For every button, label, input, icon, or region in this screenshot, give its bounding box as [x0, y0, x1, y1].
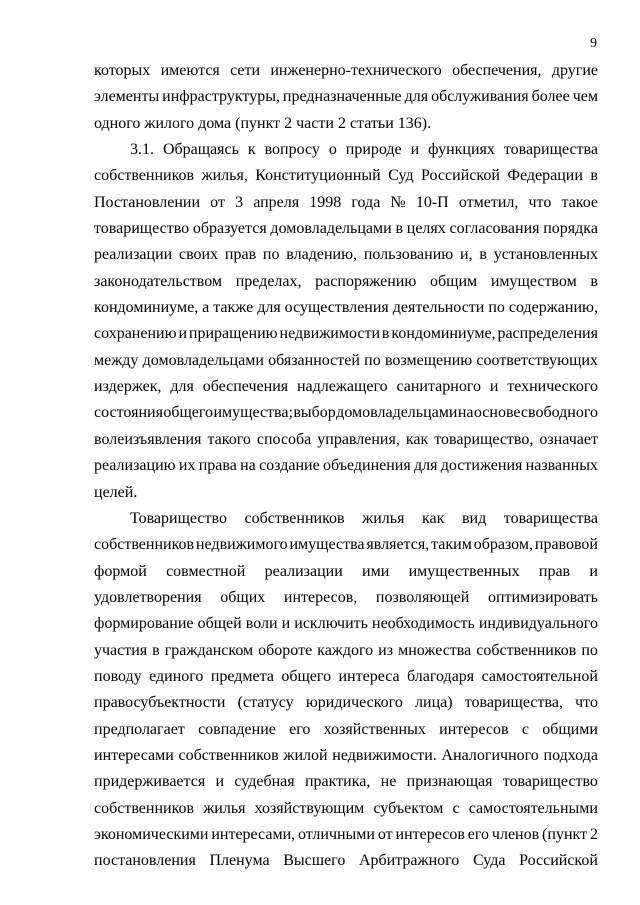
word: подхода [543, 746, 598, 764]
word: правовой [534, 536, 598, 554]
word: для [404, 88, 429, 106]
word: такого [207, 430, 251, 448]
word: о [328, 141, 337, 159]
text-line [94, 536, 598, 562]
word: правосубъектности [94, 694, 226, 712]
word: (статусу [237, 694, 294, 712]
word: Высшего [283, 852, 346, 870]
word: жилья [362, 509, 405, 527]
word: означает [539, 430, 598, 448]
text-line [94, 457, 598, 483]
word: недвижимости. [332, 746, 437, 764]
word: по [262, 246, 280, 264]
word: и [589, 562, 598, 580]
text-line: целей. [94, 483, 138, 501]
word: имеются [160, 62, 220, 79]
text-line [94, 563, 598, 589]
word: Российской [519, 852, 598, 870]
word: самостоятельной [481, 667, 598, 685]
word: и [215, 773, 225, 791]
word: необходимость [372, 615, 475, 633]
word: домовладельцами [270, 220, 392, 238]
word: чем [572, 88, 598, 106]
text-line [94, 378, 598, 404]
word: как [405, 430, 429, 448]
word: воли [245, 615, 278, 633]
word: товарищества, [464, 694, 563, 712]
text-line [94, 800, 598, 826]
word: общих [220, 588, 266, 606]
word: самостоятельными [468, 799, 598, 817]
word: обороте [258, 641, 313, 659]
text-line [94, 220, 598, 246]
word: владению, [286, 246, 358, 264]
word: в [590, 272, 598, 290]
word: общими [542, 720, 598, 738]
word: технического [507, 378, 598, 396]
word: вопросу [264, 141, 320, 159]
word: интересов [395, 825, 465, 843]
word: позволяющей [375, 588, 470, 606]
word: элементы [94, 88, 160, 106]
text-line: одного жилого дома (пункт 2 части 2 статьи 136). [94, 114, 432, 132]
word: сети [230, 62, 261, 79]
word: как [422, 509, 445, 527]
word: интересами, [211, 825, 296, 843]
word: способа [256, 430, 312, 448]
word: общего [163, 404, 214, 422]
word: 1998 [309, 193, 342, 211]
text-line [94, 510, 598, 536]
word: предназначенные [282, 88, 402, 106]
word: по [488, 299, 505, 317]
word: 10-П [415, 193, 449, 211]
word: Российской [421, 167, 500, 185]
word: жилья, [201, 167, 248, 185]
word: образом, [473, 536, 533, 554]
word: постановления [94, 852, 196, 870]
text-line [94, 88, 598, 114]
word: обслуживания [431, 88, 529, 106]
word: кондоминиуме, [391, 325, 496, 343]
word: года [351, 193, 381, 211]
word: выбор [293, 404, 336, 422]
word: обязанностей [268, 351, 360, 369]
word: товарищество, [434, 430, 534, 448]
word: и [281, 615, 291, 633]
word: товарищество [502, 773, 598, 791]
text-line [94, 194, 598, 220]
word: порядка [543, 220, 598, 238]
word: Суда [472, 852, 506, 870]
word: а [202, 299, 210, 317]
text-line [94, 694, 598, 720]
word: волеизъявления [94, 430, 202, 448]
text-line [94, 826, 598, 852]
word: отличными [298, 825, 375, 843]
word: практика, [304, 773, 371, 791]
word: предмета [210, 667, 274, 685]
word: вид [461, 509, 487, 527]
text-line [94, 852, 598, 878]
word: имущества; [213, 404, 293, 422]
word: его [289, 720, 311, 738]
word: для [257, 299, 281, 317]
text-line [94, 141, 598, 167]
word: состояния [94, 404, 163, 422]
word: прав [224, 246, 257, 264]
word: собственников [94, 799, 195, 817]
word: и [410, 141, 420, 159]
word: целях [406, 220, 446, 238]
word: из [378, 641, 394, 659]
word: удовлетворения [94, 588, 202, 606]
word: индивидуального [478, 615, 598, 633]
word: к [247, 141, 256, 159]
word: жилой [283, 746, 328, 764]
word: исключить [294, 615, 368, 633]
word: реализации [94, 246, 173, 264]
word: между [94, 351, 139, 369]
word: объединения [322, 457, 411, 475]
word: оптимизировать [487, 588, 598, 606]
word: издержек, [94, 378, 162, 396]
word: законодательством [94, 272, 223, 290]
text-line [94, 431, 598, 457]
word: имущества [289, 536, 365, 554]
word: и [178, 325, 187, 343]
word: интереса [338, 667, 400, 685]
word: общего [281, 667, 332, 685]
word: (пункт [542, 825, 588, 843]
word: надлежащего [296, 378, 388, 396]
word: субъектом [373, 799, 444, 817]
word: обеспечения, [452, 62, 542, 79]
word: единого [149, 667, 204, 685]
word: такое [561, 193, 598, 211]
word: товарищества [503, 509, 598, 527]
word: что [575, 694, 598, 712]
word: названных [525, 457, 598, 475]
word: на [240, 457, 256, 475]
word: интересами [94, 746, 174, 764]
word: ими [362, 562, 390, 580]
word: поводу [94, 667, 142, 685]
word: собственников [94, 167, 195, 185]
word: на [457, 404, 474, 422]
text-line [94, 352, 598, 378]
text-line [94, 404, 598, 430]
word: также [213, 299, 254, 317]
word: соответствующих [476, 351, 598, 369]
word: Обращаясь [162, 141, 239, 159]
word: инфраструктуры, [162, 88, 280, 106]
word: реализации [264, 562, 343, 580]
word: собственников [178, 746, 279, 764]
word: для [414, 457, 438, 475]
word: апреля [253, 193, 300, 211]
word: общим [430, 272, 478, 290]
word: от [377, 825, 393, 843]
word: Постановлении [94, 193, 201, 211]
word: интересов, [283, 588, 358, 606]
word: в [381, 325, 390, 343]
text-line [94, 747, 598, 773]
word: Товарищество [130, 509, 227, 527]
word: собственников [476, 641, 577, 659]
word: распоряжению [315, 272, 417, 290]
word: экономическими [94, 825, 209, 843]
word: с [521, 720, 529, 738]
word: права [198, 457, 237, 475]
word: имущественных [408, 562, 520, 580]
word: пользованию [363, 246, 454, 264]
word: домовладельцами [142, 351, 264, 369]
word: формирование [94, 615, 194, 633]
word: Федерации [507, 167, 583, 185]
text-line [94, 721, 598, 747]
word: товарищество [94, 220, 190, 238]
word: что [528, 193, 552, 211]
word: совпадение [198, 720, 276, 738]
word: управления, [317, 430, 400, 448]
word: и [489, 378, 499, 396]
word: возмещению [384, 351, 473, 369]
word: другие [551, 62, 598, 79]
word: № [390, 193, 406, 211]
word: от [210, 193, 225, 211]
word: членов [491, 825, 540, 843]
word: по [364, 351, 381, 369]
text-line [94, 642, 598, 668]
word: обеспечения [202, 378, 289, 396]
word: имуществом [490, 272, 577, 290]
word: хозяйствующим [254, 799, 365, 817]
word: отметил, [458, 193, 519, 211]
word: основе [473, 404, 521, 422]
word: судебная [234, 773, 295, 791]
word: 2 [589, 825, 598, 843]
word: Пленума [209, 852, 270, 870]
word: таким [431, 536, 472, 554]
word: которых [94, 62, 151, 79]
word: Конституционный [255, 167, 381, 185]
word: природе [345, 141, 402, 159]
word: в [479, 246, 487, 264]
word: реализацию [94, 457, 176, 475]
document-body [94, 62, 598, 879]
word: совместной [166, 562, 246, 580]
word: сохранению [94, 325, 177, 343]
word: Суд [388, 167, 414, 185]
word: пределах, [235, 272, 302, 290]
word: формой [94, 562, 147, 580]
text-line [94, 299, 598, 325]
text-line [94, 62, 598, 88]
word: в [152, 641, 160, 659]
word: 3.1. [130, 141, 154, 159]
word: лица) [415, 694, 453, 712]
word: придерживается [94, 773, 206, 791]
word: свободного [520, 404, 598, 422]
word: согласования [449, 220, 540, 238]
word: благодаря [407, 667, 475, 685]
word: деятельности [392, 299, 485, 317]
word: недвижимого [195, 536, 288, 554]
text-line [94, 615, 598, 641]
word: осуществления [284, 299, 389, 317]
word: своих [179, 246, 219, 264]
text-line [94, 246, 598, 272]
word: собственников [244, 509, 345, 527]
word: жилья [203, 799, 246, 817]
text-line [94, 273, 598, 299]
word: товарищества [503, 141, 598, 159]
word: санитарного [396, 378, 481, 396]
word: интересов [439, 720, 509, 738]
word: Аналогичного [441, 746, 539, 764]
text-line [94, 589, 598, 615]
word: установленных [493, 246, 598, 264]
word: Арбитражного [358, 852, 460, 870]
word: содержанию, [508, 299, 598, 317]
word: является, [366, 536, 430, 554]
word: инженерно-технического [270, 62, 442, 79]
word: образуется [192, 220, 267, 238]
text-line [94, 773, 598, 799]
word: не [380, 773, 397, 791]
text-line [94, 325, 598, 351]
word: и, [460, 246, 473, 264]
text-line [94, 668, 598, 694]
word: множества [398, 641, 472, 659]
word: 3 [235, 193, 244, 211]
word: функциях [428, 141, 495, 159]
word: гражданском [164, 641, 254, 659]
word: в [395, 220, 403, 238]
word: распределения [497, 325, 598, 343]
word: достижения [440, 457, 523, 475]
word: в [590, 167, 598, 185]
word: более [531, 88, 570, 106]
word: участия [94, 641, 148, 659]
word: создание [259, 457, 320, 475]
page-number: 9 [590, 36, 597, 51]
word: общей [197, 615, 242, 633]
word: каждого [317, 641, 374, 659]
word: для [170, 378, 194, 396]
word: его [467, 825, 490, 843]
word: по [581, 641, 598, 659]
word: недвижимости [279, 325, 381, 343]
word: домовладельцами [336, 404, 458, 422]
word: кондоминиуме, [94, 299, 199, 317]
word: с [452, 799, 460, 817]
word: хозяйственных [323, 720, 426, 738]
word: прав [538, 562, 571, 580]
word: их [178, 457, 196, 475]
word: собственников [94, 536, 195, 554]
word: предполагает [94, 720, 185, 738]
word: приращению [188, 325, 278, 343]
word: юридического [305, 694, 403, 712]
text-line [94, 167, 598, 193]
word: признающая [406, 773, 493, 791]
